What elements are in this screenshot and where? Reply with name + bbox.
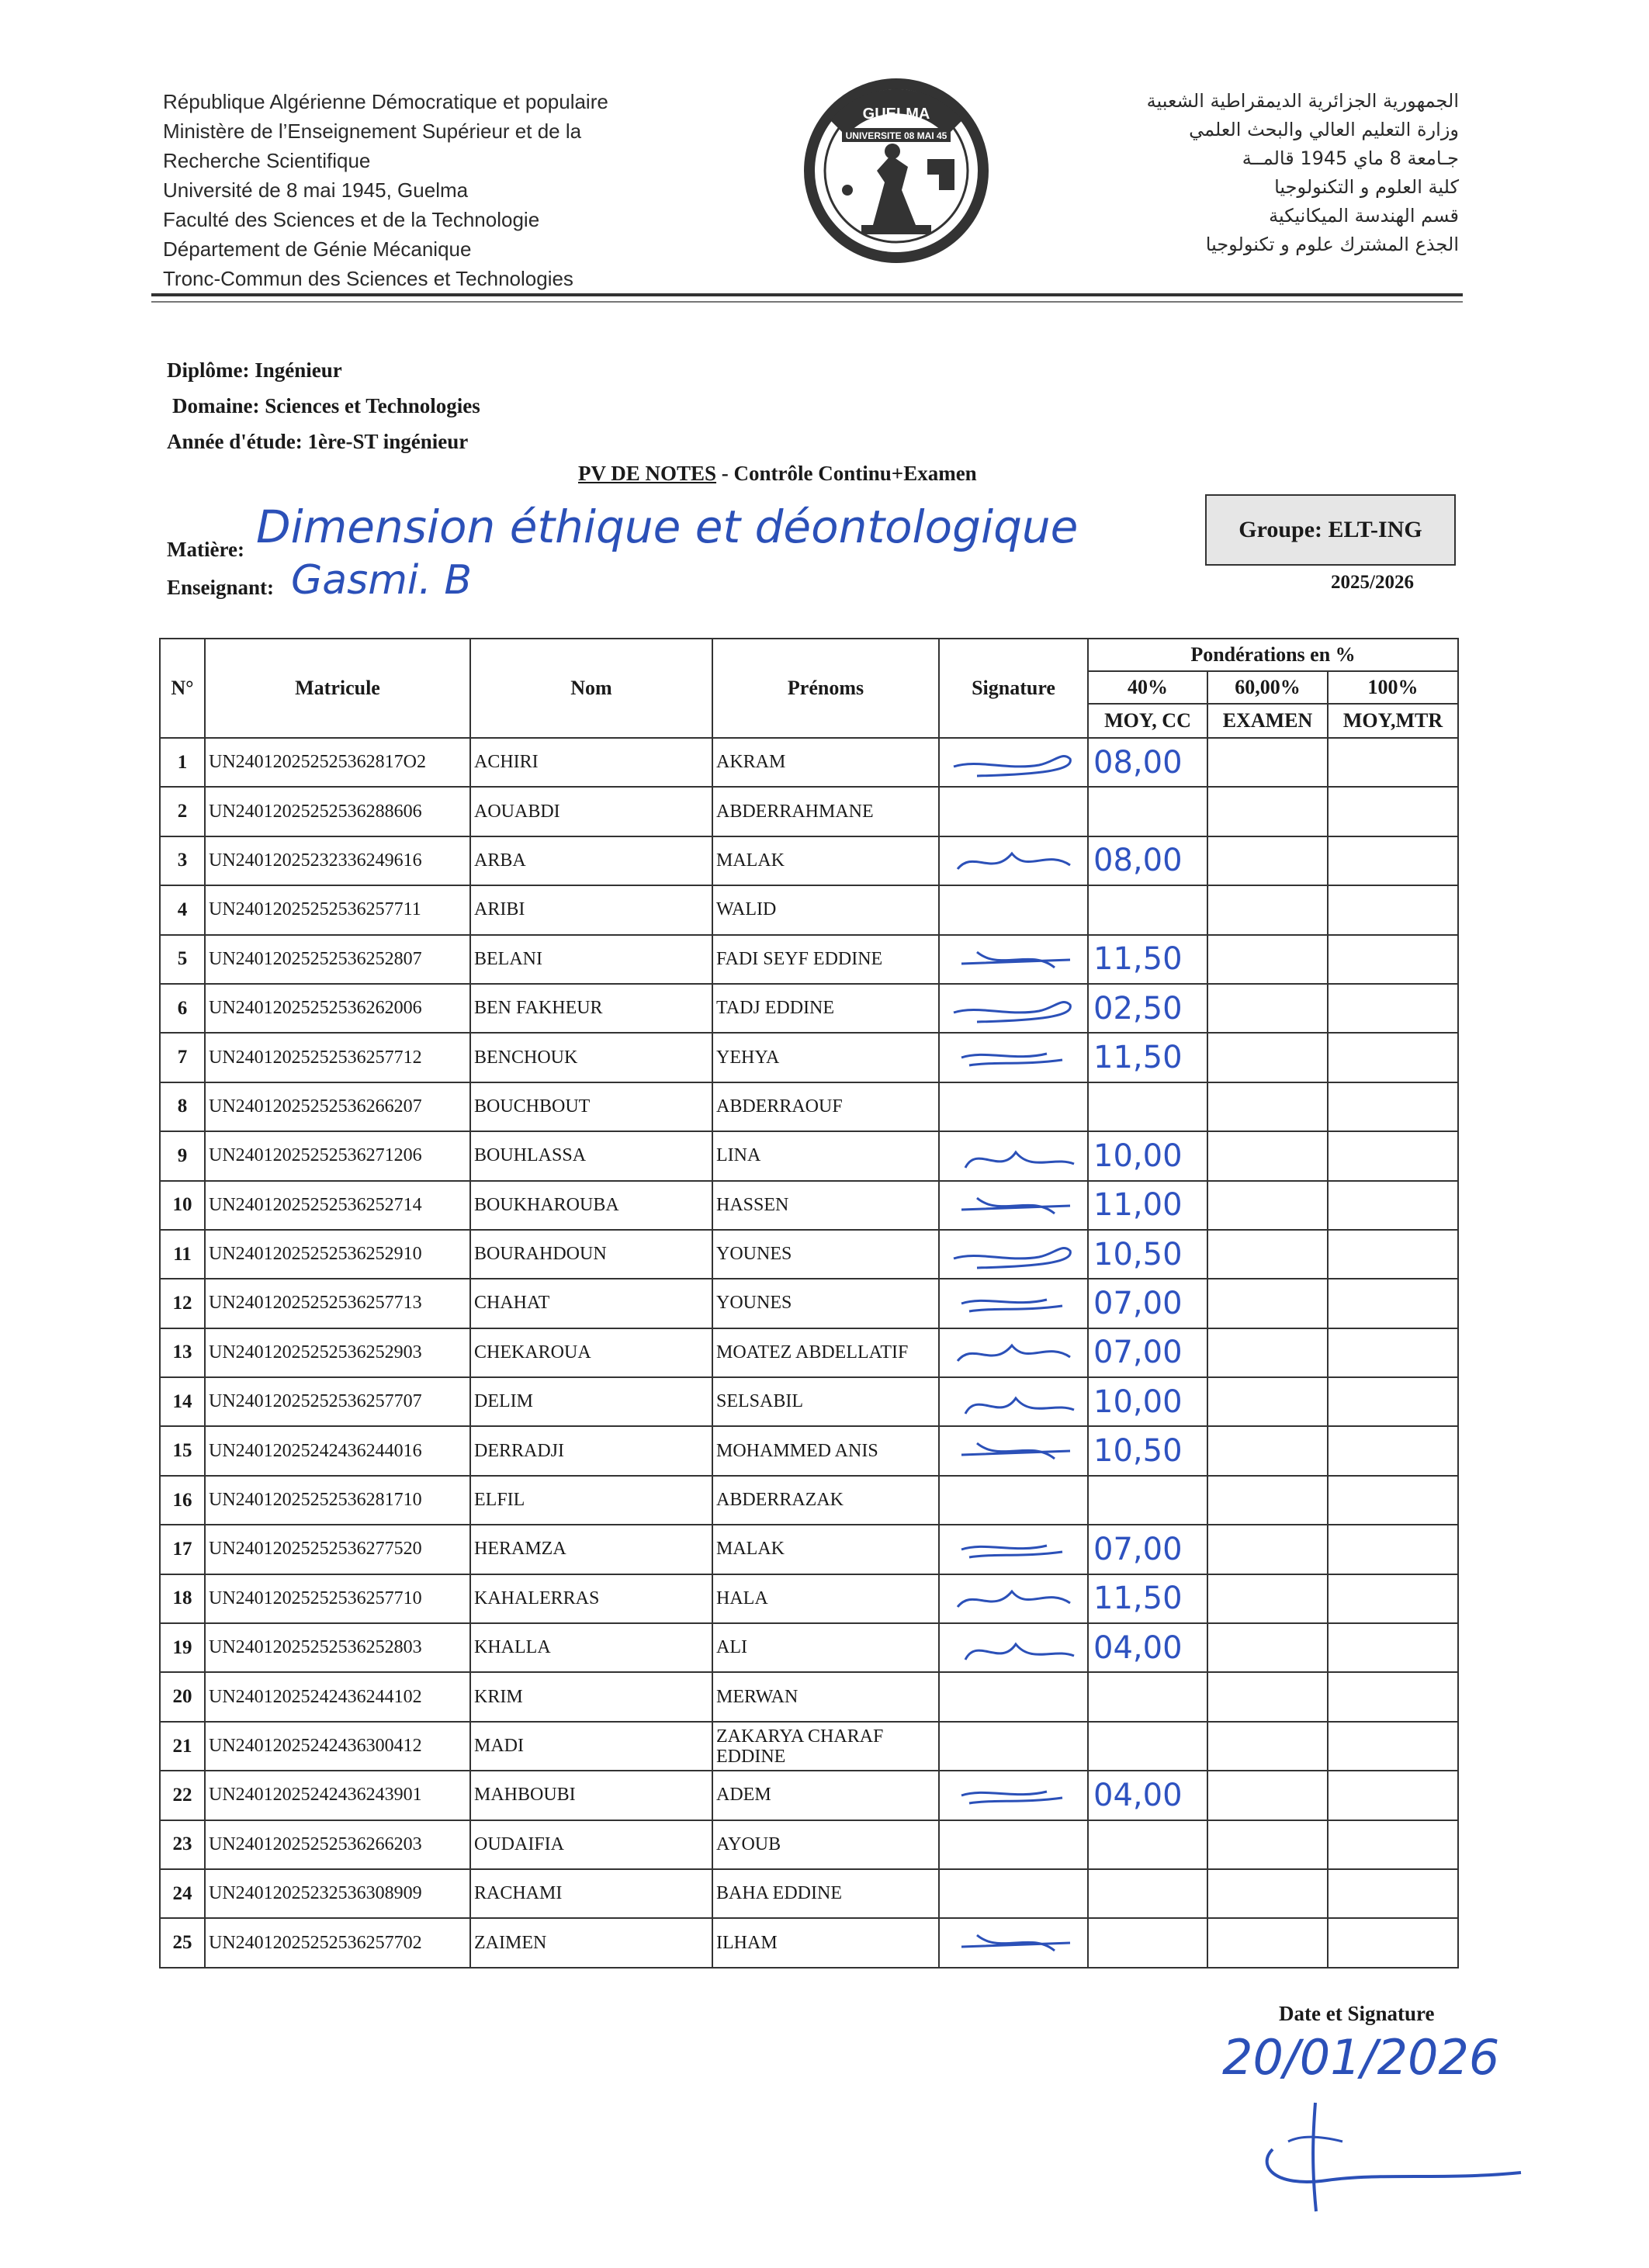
row-nom: RACHAMI: [470, 1869, 712, 1918]
row-nom: BOUHLASSA: [470, 1131, 712, 1180]
row-prenoms: FADI SEYF EDDINE: [712, 935, 939, 984]
row-examen: [1207, 1574, 1328, 1623]
header-divider: [151, 293, 1463, 296]
row-number: 16: [160, 1476, 205, 1525]
row-number: 18: [160, 1574, 205, 1623]
row-matricule: UN240120252525362817O2: [205, 738, 470, 787]
col-header-moy-cc: MOY, CC: [1088, 704, 1207, 738]
row-nom: KRIM: [470, 1672, 712, 1721]
row-nom: BELANI: [470, 935, 712, 984]
row-matricule: UN24012025252536281710: [205, 1476, 470, 1525]
row-prenoms: ILHAM: [712, 1918, 939, 1967]
row-matricule: UN24012025242436243901: [205, 1771, 470, 1820]
row-examen: [1207, 787, 1328, 836]
header-right-line: قسم الهندسة الميكانيكية: [1269, 205, 1459, 227]
col-header-matricule: Matricule: [205, 639, 470, 738]
handwritten-signature: [946, 940, 1086, 981]
row-moy-mtr: [1328, 1525, 1458, 1574]
row-moy-cc: 08,00: [1088, 836, 1207, 885]
header-right-line: كلية العلوم و التكنولوجيا: [1274, 176, 1459, 198]
row-moy-cc: [1088, 1918, 1207, 1967]
grades-table-body: [160, 738, 1458, 1968]
row-moy-cc: [1088, 885, 1207, 934]
row-signature: [939, 1377, 1088, 1426]
header-left-line: Recherche Scientifique: [163, 149, 371, 172]
row-signature: [939, 935, 1088, 984]
row-moy-mtr: [1328, 1623, 1458, 1672]
handwritten-signature: [946, 1923, 1086, 1964]
enseignant-value: Gasmi. B: [291, 557, 473, 604]
table-row: [160, 1672, 1458, 1721]
row-moy-mtr: [1328, 1771, 1458, 1820]
row-examen: [1207, 1279, 1328, 1328]
row-prenoms: TADJ EDDINE: [712, 984, 939, 1033]
grades-table: [159, 638, 1459, 1968]
row-examen: [1207, 1771, 1328, 1820]
row-matricule: UN24012025252536266207: [205, 1082, 470, 1131]
row-examen: [1207, 1033, 1328, 1082]
row-matricule: UN24012025232336249616: [205, 836, 470, 885]
row-moy-cc: 08,00: [1088, 738, 1207, 787]
handwritten-signature: [946, 1629, 1086, 1669]
row-signature: [939, 787, 1088, 836]
row-examen: [1207, 738, 1328, 787]
col-header-moy-mtr: MOY,MTR: [1328, 704, 1458, 738]
table-row: [160, 1771, 1458, 1820]
row-examen: [1207, 885, 1328, 934]
row-prenoms: AYOUB: [712, 1820, 939, 1869]
handwritten-signature: [946, 1580, 1086, 1620]
row-number: 9: [160, 1131, 205, 1180]
row-examen: [1207, 1672, 1328, 1721]
row-number: 14: [160, 1377, 205, 1426]
table-row: [160, 738, 1458, 787]
row-signature: [939, 1771, 1088, 1820]
row-nom: BENCHOUK: [470, 1033, 712, 1082]
row-moy-mtr: [1328, 885, 1458, 934]
row-nom: CHEKAROUA: [470, 1328, 712, 1377]
row-signature: [939, 984, 1088, 1033]
row-nom: ZAIMEN: [470, 1918, 712, 1967]
row-number: 3: [160, 836, 205, 885]
row-moy-cc: [1088, 1722, 1207, 1771]
row-number: 22: [160, 1771, 205, 1820]
row-nom: ELFIL: [470, 1476, 712, 1525]
row-signature: [939, 738, 1088, 787]
row-examen: [1207, 1426, 1328, 1475]
row-nom: ARIBI: [470, 885, 712, 934]
header-divider-thin: [151, 301, 1463, 303]
table-row: [160, 1131, 1458, 1180]
handwritten-signature: [946, 1530, 1086, 1570]
weight-total: 100%: [1328, 671, 1458, 704]
row-moy-mtr: [1328, 1181, 1458, 1230]
row-prenoms: MOATEZ ABDELLATIF: [712, 1328, 939, 1377]
row-matricule: UN24012025232536308909: [205, 1869, 470, 1918]
row-number: 21: [160, 1722, 205, 1771]
row-signature: [939, 1918, 1088, 1967]
row-prenoms: LINA: [712, 1131, 939, 1180]
row-signature: [939, 1574, 1088, 1623]
row-examen: [1207, 1181, 1328, 1230]
row-matricule: UN24012025252536257713: [205, 1279, 470, 1328]
table-row: [160, 1181, 1458, 1230]
table-row: [160, 885, 1458, 934]
row-moy-cc: 07,00: [1088, 1279, 1207, 1328]
row-signature: [939, 1476, 1088, 1525]
row-examen: [1207, 1918, 1328, 1967]
row-moy-cc: 10,00: [1088, 1131, 1207, 1180]
row-moy-cc: 04,00: [1088, 1623, 1207, 1672]
row-matricule: UN24012025252536252803: [205, 1623, 470, 1672]
row-moy-cc: 11,00: [1088, 1181, 1207, 1230]
row-nom: KHALLA: [470, 1623, 712, 1672]
row-matricule: UN24012025252536288606: [205, 787, 470, 836]
row-number: 15: [160, 1426, 205, 1475]
row-moy-mtr: [1328, 738, 1458, 787]
row-number: 6: [160, 984, 205, 1033]
row-prenoms: ABDERRAHMANE: [712, 787, 939, 836]
row-examen: [1207, 1722, 1328, 1771]
row-moy-cc: 11,50: [1088, 1033, 1207, 1082]
row-prenoms: YEHYA: [712, 1033, 939, 1082]
table-row: [160, 1918, 1458, 1967]
matiere-value: Dimension éthique et déontologique: [256, 500, 1079, 553]
row-matricule: UN24012025242436300412: [205, 1722, 470, 1771]
row-moy-mtr: [1328, 1082, 1458, 1131]
row-moy-cc: 11,50: [1088, 1574, 1207, 1623]
row-number: 20: [160, 1672, 205, 1721]
handwritten-signature: [946, 1038, 1086, 1079]
table-row: [160, 935, 1458, 984]
row-moy-mtr: [1328, 1672, 1458, 1721]
header-left-block: [163, 87, 753, 293]
col-header-prenoms: Prénoms: [712, 639, 939, 738]
row-examen: [1207, 1328, 1328, 1377]
row-prenoms: ADEM: [712, 1771, 939, 1820]
header-right-block: [1024, 87, 1459, 259]
row-prenoms: BAHA EDDINE: [712, 1869, 939, 1918]
date-signature-label: Date et Signature: [1279, 2002, 1435, 2025]
row-moy-cc: 07,00: [1088, 1328, 1207, 1377]
row-signature: [939, 1328, 1088, 1377]
row-number: 19: [160, 1623, 205, 1672]
row-prenoms: WALID: [712, 885, 939, 934]
row-moy-mtr: [1328, 1869, 1458, 1918]
table-row: [160, 1525, 1458, 1574]
table-row: [160, 1722, 1458, 1771]
row-number: 23: [160, 1820, 205, 1869]
handwritten-signature: [946, 1284, 1086, 1324]
row-matricule: UN24012025242436244016: [205, 1426, 470, 1475]
header-left-line: République Algérienne Démocratique et populaire: [163, 90, 608, 113]
col-header-examen: EXAMEN: [1207, 704, 1328, 738]
row-moy-cc: 10,00: [1088, 1377, 1207, 1426]
row-matricule: UN24012025252536262006: [205, 984, 470, 1033]
row-signature: [939, 1623, 1088, 1672]
table-row: [160, 1476, 1458, 1525]
row-signature: [939, 1426, 1088, 1475]
row-number: 25: [160, 1918, 205, 1967]
row-number: 10: [160, 1181, 205, 1230]
row-matricule: UN24012025252536257712: [205, 1033, 470, 1082]
row-moy-cc: [1088, 1869, 1207, 1918]
table-row: [160, 787, 1458, 836]
row-matricule: UN24012025252536271206: [205, 1131, 470, 1180]
header-left-line: Département de Génie Mécanique: [163, 237, 472, 261]
table-row: [160, 1820, 1458, 1869]
row-nom: DERRADJI: [470, 1426, 712, 1475]
handwritten-signature: [946, 1432, 1086, 1472]
row-examen: [1207, 1230, 1328, 1279]
row-examen: [1207, 1476, 1328, 1525]
row-signature: [939, 1672, 1088, 1721]
row-examen: [1207, 836, 1328, 885]
row-examen: [1207, 935, 1328, 984]
table-row: [160, 1574, 1458, 1623]
table-row: [160, 1623, 1458, 1672]
header-left-line: Faculté des Sciences et de la Technologie: [163, 208, 540, 231]
row-matricule: UN24012025252536257711: [205, 885, 470, 934]
row-nom: OUDAIFIA: [470, 1820, 712, 1869]
row-prenoms: ALI: [712, 1623, 939, 1672]
row-number: 13: [160, 1328, 205, 1377]
row-nom: BEN FAKHEUR: [470, 984, 712, 1033]
pv-title: [578, 462, 977, 486]
logo-top-text: GUELMA: [862, 106, 930, 123]
row-signature: [939, 1722, 1088, 1771]
handwritten-signature: [946, 1186, 1086, 1227]
table-row: [160, 1082, 1458, 1131]
handwritten-signature: [946, 1235, 1086, 1276]
row-prenoms: MALAK: [712, 836, 939, 885]
row-signature: [939, 1869, 1088, 1918]
table-row: [160, 1328, 1458, 1377]
row-moy-mtr: [1328, 787, 1458, 836]
handwritten-signature: [946, 842, 1086, 882]
row-signature: [939, 1279, 1088, 1328]
diplome-line: Diplôme: Ingénieur: [167, 358, 342, 382]
row-matricule: UN24012025252536252714: [205, 1181, 470, 1230]
row-number: 12: [160, 1279, 205, 1328]
col-header-signature: Signature: [939, 639, 1088, 738]
row-number: 1: [160, 738, 205, 787]
row-nom: KAHALERRAS: [470, 1574, 712, 1623]
row-nom: ACHIRI: [470, 738, 712, 787]
row-matricule: UN24012025252536266203: [205, 1820, 470, 1869]
row-moy-mtr: [1328, 1328, 1458, 1377]
row-nom: BOUKHAROUBA: [470, 1181, 712, 1230]
row-number: 8: [160, 1082, 205, 1131]
handwritten-signature: [946, 743, 1086, 784]
col-header-num: N°: [160, 639, 205, 738]
row-matricule: UN24012025242436244102: [205, 1672, 470, 1721]
row-prenoms: ZAKARYA CHARAF EDDINE: [712, 1722, 939, 1771]
pv-title-rest: - Contrôle Continu+Examen: [716, 462, 977, 485]
row-number: 2: [160, 787, 205, 836]
row-moy-cc: [1088, 787, 1207, 836]
row-moy-mtr: [1328, 984, 1458, 1033]
row-prenoms: YOUNES: [712, 1230, 939, 1279]
row-prenoms: ABDERRAZAK: [712, 1476, 939, 1525]
header-right-line: جـامعة 8 ماي 1945 قالمــة: [1242, 147, 1459, 169]
row-moy-mtr: [1328, 1279, 1458, 1328]
row-nom: CHAHAT: [470, 1279, 712, 1328]
row-examen: [1207, 1082, 1328, 1131]
groupe-box: Groupe: ELT-ING: [1205, 494, 1456, 566]
row-moy-mtr: [1328, 1476, 1458, 1525]
row-prenoms: YOUNES: [712, 1279, 939, 1328]
row-moy-mtr: [1328, 1820, 1458, 1869]
row-nom: DELIM: [470, 1377, 712, 1426]
col-header-nom: Nom: [470, 639, 712, 738]
row-signature: [939, 1131, 1088, 1180]
header-left-line: Tronc-Commun des Sciences et Technologies: [163, 267, 573, 290]
teacher-signature: [1242, 2095, 1529, 2219]
row-signature: [939, 1181, 1088, 1230]
row-prenoms: HASSEN: [712, 1181, 939, 1230]
domaine-line: Domaine: Sciences et Technologies: [172, 394, 480, 417]
row-moy-mtr: [1328, 1918, 1458, 1967]
row-prenoms: HALA: [712, 1574, 939, 1623]
header-right-line: وزارة التعليم العالي والبحث العلمي: [1189, 119, 1459, 140]
row-nom: ARBA: [470, 836, 712, 885]
table-row: [160, 836, 1458, 885]
matiere-label: Matière:: [167, 538, 244, 561]
row-examen: [1207, 1869, 1328, 1918]
table-row: [160, 1279, 1458, 1328]
table-row: [160, 984, 1458, 1033]
row-prenoms: MERWAN: [712, 1672, 939, 1721]
row-signature: [939, 1082, 1088, 1131]
row-matricule: UN24012025252536257702: [205, 1918, 470, 1967]
row-number: 17: [160, 1525, 205, 1574]
row-matricule: UN24012025252536257707: [205, 1377, 470, 1426]
row-moy-mtr: [1328, 1033, 1458, 1082]
row-number: 4: [160, 885, 205, 934]
logo-band-text: UNIVERSITE 08 MAI 45: [845, 130, 947, 141]
row-moy-mtr: [1328, 1131, 1458, 1180]
row-matricule: UN24012025252536257710: [205, 1574, 470, 1623]
row-examen: [1207, 1525, 1328, 1574]
row-moy-cc: 10,50: [1088, 1426, 1207, 1475]
row-moy-mtr: [1328, 1574, 1458, 1623]
handwritten-signature: [946, 989, 1086, 1030]
row-matricule: UN24012025252536277520: [205, 1525, 470, 1574]
row-signature: [939, 1820, 1088, 1869]
row-nom: MADI: [470, 1722, 712, 1771]
weight-cc: 40%: [1088, 671, 1207, 704]
row-moy-cc: [1088, 1672, 1207, 1721]
row-moy-mtr: [1328, 836, 1458, 885]
handwritten-signature: [946, 1383, 1086, 1423]
university-logo: [799, 74, 993, 268]
header-right-line: الجمهورية الجزائرية الديمقراطية الشعبية: [1146, 90, 1459, 112]
row-matricule: UN24012025252536252910: [205, 1230, 470, 1279]
row-signature: [939, 836, 1088, 885]
row-number: 24: [160, 1869, 205, 1918]
header-left-line: Université de 8 mai 1945, Guelma: [163, 178, 469, 202]
row-signature: [939, 885, 1088, 934]
row-moy-cc: 04,00: [1088, 1771, 1207, 1820]
table-row: [160, 1230, 1458, 1279]
row-nom: BOURAHDOUN: [470, 1230, 712, 1279]
header-left-line: Ministère de l’Enseignement Supérieur et de la: [163, 119, 582, 143]
row-moy-cc: [1088, 1082, 1207, 1131]
row-signature: [939, 1525, 1088, 1574]
row-moy-cc: [1088, 1820, 1207, 1869]
row-prenoms: AKRAM: [712, 738, 939, 787]
row-examen: [1207, 1623, 1328, 1672]
row-moy-mtr: [1328, 1230, 1458, 1279]
row-nom: HERAMZA: [470, 1525, 712, 1574]
row-nom: BOUCHBOUT: [470, 1082, 712, 1131]
pv-title-main: PV DE NOTES: [578, 462, 717, 485]
row-examen: [1207, 1377, 1328, 1426]
annee-line: Année d'étude: 1ère-ST ingénieur: [167, 430, 469, 453]
row-prenoms: MALAK: [712, 1525, 939, 1574]
handwritten-signature: [946, 1776, 1086, 1816]
academic-year: 2025/2026: [1331, 572, 1414, 593]
row-prenoms: SELSABIL: [712, 1377, 939, 1426]
row-moy-mtr: [1328, 1426, 1458, 1475]
row-moy-mtr: [1328, 935, 1458, 984]
row-number: 5: [160, 935, 205, 984]
row-matricule: UN24012025252536252807: [205, 935, 470, 984]
row-examen: [1207, 1820, 1328, 1869]
row-moy-cc: 02,50: [1088, 984, 1207, 1033]
col-header-ponderations: Pondérations en %: [1088, 639, 1458, 671]
date-handwritten: 20/01/2026: [1222, 2029, 1500, 2086]
row-nom: MAHBOUBI: [470, 1771, 712, 1820]
row-examen: [1207, 984, 1328, 1033]
row-matricule: UN24012025252536252903: [205, 1328, 470, 1377]
handwritten-signature: [946, 1137, 1086, 1177]
row-moy-mtr: [1328, 1722, 1458, 1771]
row-signature: [939, 1033, 1088, 1082]
row-prenoms: MOHAMMED ANIS: [712, 1426, 939, 1475]
table-row: [160, 1869, 1458, 1918]
enseignant-label: Enseignant:: [167, 576, 275, 599]
table-row: [160, 1426, 1458, 1475]
row-moy-mtr: [1328, 1377, 1458, 1426]
row-examen: [1207, 1131, 1328, 1180]
row-number: 7: [160, 1033, 205, 1082]
row-signature: [939, 1230, 1088, 1279]
handwritten-signature: [946, 1334, 1086, 1374]
table-row: [160, 1033, 1458, 1082]
row-number: 11: [160, 1230, 205, 1279]
row-moy-cc: [1088, 1476, 1207, 1525]
table-row: [160, 1377, 1458, 1426]
row-moy-cc: 10,50: [1088, 1230, 1207, 1279]
row-moy-cc: 11,50: [1088, 935, 1207, 984]
row-nom: AOUABDI: [470, 787, 712, 836]
row-moy-cc: 07,00: [1088, 1525, 1207, 1574]
row-prenoms: ABDERRAOUF: [712, 1082, 939, 1131]
weight-exam: 60,00%: [1207, 671, 1328, 704]
header-right-line: الجذع المشترك علوم و تكنولوجيا: [1205, 234, 1459, 255]
